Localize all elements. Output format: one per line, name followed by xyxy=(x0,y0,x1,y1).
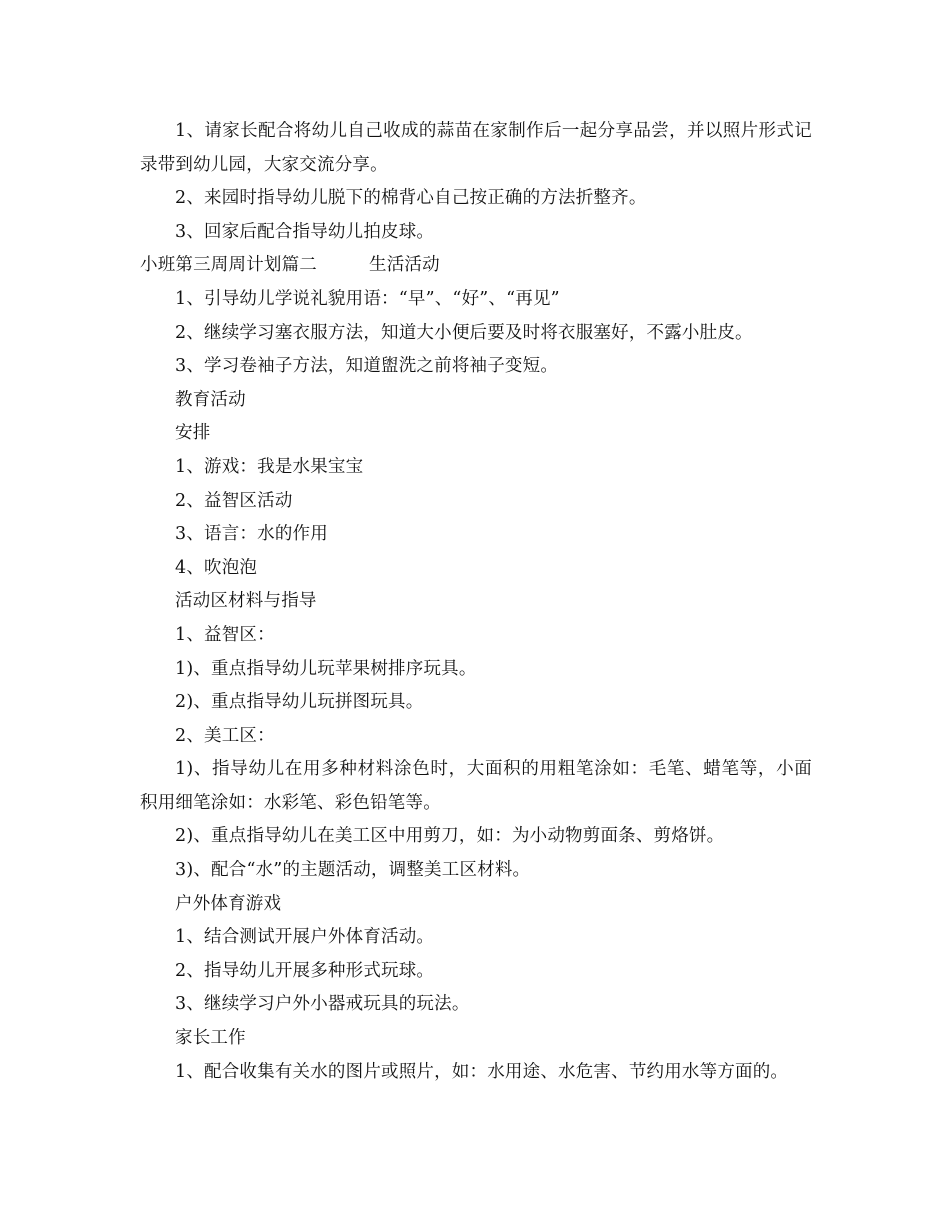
list-item: 1、引导幼儿学说礼貌用语：“早”、“好”、“再见” xyxy=(175,288,560,309)
list-item: 4、吹泡泡 xyxy=(175,557,258,578)
list-item: 3、学习卷袖子方法，知道盥洗之前将袖子变短。 xyxy=(175,356,559,377)
list-item: 3、继续学习户外小器戒玩具的玩法。 xyxy=(175,994,470,1015)
list-item: 1)、重点指导幼儿玩苹果树排序玩具。 xyxy=(175,658,477,679)
list-item: 2、来园时指导幼儿脱下的棉背心自己按正确的方法折整齐。 xyxy=(175,188,647,209)
list-item: 1、益智区： xyxy=(175,624,275,645)
list-item: 2、美工区： xyxy=(175,725,275,746)
list-item: 2、益智区活动 xyxy=(175,490,293,511)
list-item: 2)、重点指导幼儿玩拼图玩具。 xyxy=(175,692,424,713)
section-heading-outdoor: 户外体育游戏 xyxy=(175,893,282,914)
section-heading-education: 教育活动 xyxy=(175,389,246,410)
section-heading-parent: 家长工作 xyxy=(175,1028,246,1049)
section-heading-arrange: 安排 xyxy=(175,423,211,444)
list-item: 3、语言：水的作用 xyxy=(175,524,328,545)
list-item: 1、配合收集有关水的图片或照片，如：水用途、水危害、节约用水等方面的。 xyxy=(175,1061,789,1082)
list-item: 3、回家后配合指导幼儿拍皮球。 xyxy=(175,221,435,242)
paragraph-art-guidance: 1)、指导幼儿在用多种材料涂色时，大面积的用粗笔涂如：毛笔、蜡笔等，小面积用细笔涂如：水彩笔、彩色铅笔等。 xyxy=(140,759,812,813)
document-title: 小班第三周周计划篇二 xyxy=(140,255,317,276)
paragraph-parent-share: 1、请家长配合将幼儿自己收成的蒜苗在家制作后一起分享品尝，并以照片形式记录带到幼儿园，大家交流分享。 xyxy=(140,121,812,175)
list-item: 1、结合测试开展户外体育活动。 xyxy=(175,927,435,948)
section-heading-life: 生活活动 xyxy=(369,255,440,276)
section-heading-area: 活动区材料与指导 xyxy=(175,591,317,612)
list-item: 3)、配合“水”的主题活动，调整美工区材料。 xyxy=(175,860,531,881)
list-item: 2、继续学习塞衣服方法，知道大小便后要及时将衣服塞好，不露小肚皮。 xyxy=(175,322,753,343)
list-item: 2、指导幼儿开展多种形式玩球。 xyxy=(175,960,435,981)
document-body xyxy=(140,115,812,1089)
section-heading-line xyxy=(140,249,812,283)
list-item: 1、游戏：我是水果宝宝 xyxy=(175,456,364,477)
list-item: 2)、重点指导幼儿在美工区中用剪刀，如：为小动物剪面条、剪烙饼。 xyxy=(175,826,725,847)
